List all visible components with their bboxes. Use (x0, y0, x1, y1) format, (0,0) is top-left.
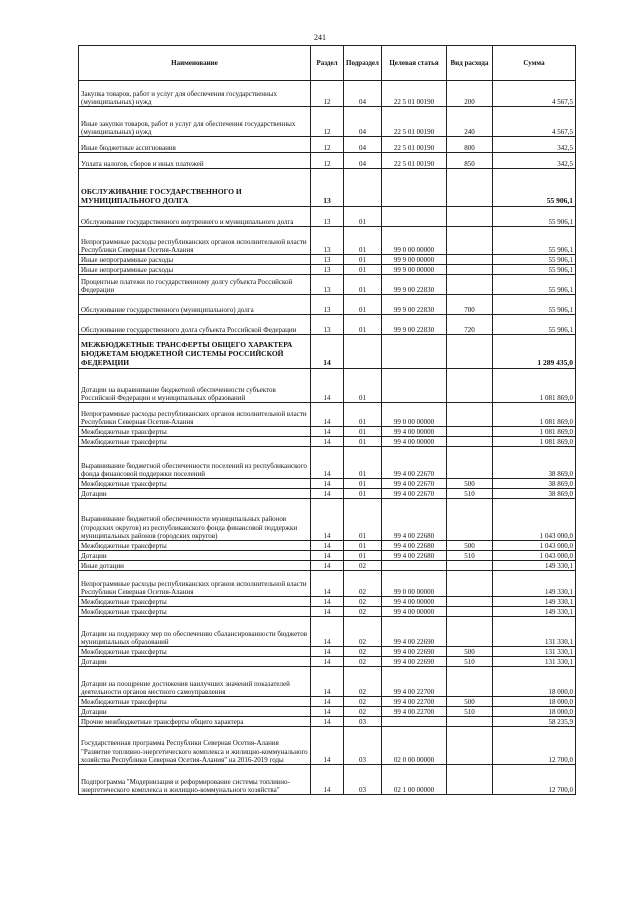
cell-vid (447, 499, 493, 541)
cell-summa: 58 235,9 (493, 717, 576, 727)
table-row (79, 81, 576, 107)
cell-podrazdel: 01 (344, 447, 382, 479)
header-summa: Сумма (493, 46, 576, 81)
cell-summa: 1 081 869,0 (493, 427, 576, 437)
cell-podrazdel: 02 (344, 657, 382, 667)
table-row (79, 561, 576, 571)
cell-summa: 55 906,1 (493, 295, 576, 315)
cell-vid (447, 765, 493, 795)
table-row (79, 617, 576, 647)
cell-name: Межбюджетные трансферты (79, 479, 311, 489)
cell-vid: 500 (447, 697, 493, 707)
cell-podrazdel: 04 (344, 137, 382, 153)
cell-statya: 99 4 00 00000 (382, 597, 447, 607)
cell-name: Межбюджетные трансферты (79, 597, 311, 607)
cell-name: Межбюджетные трансферты (79, 437, 311, 447)
cell-summa: 1 081 869,0 (493, 369, 576, 403)
cell-name: Иные закупки товаров, работ и услуг для обеспечения государственных (муниципальных) нужд (79, 107, 311, 137)
cell-name: Дотации (79, 551, 311, 561)
cell-vid: 510 (447, 707, 493, 717)
cell-razdel: 14 (311, 427, 344, 437)
cell-vid (447, 727, 493, 765)
cell-summa: 149 330,1 (493, 571, 576, 597)
cell-name: Дотации на поддержку мер по обеспечению сбалансированности бюджетов муниципальных образований (79, 617, 311, 647)
cell-podrazdel: 02 (344, 571, 382, 597)
cell-summa: 1 043 000,0 (493, 551, 576, 561)
cell-statya: 99 9 00 22830 (382, 295, 447, 315)
cell-statya: 99 4 00 22700 (382, 667, 447, 697)
cell-podrazdel: 02 (344, 617, 382, 647)
cell-vid: 720 (447, 315, 493, 335)
cell-podrazdel: 01 (344, 255, 382, 265)
cell-podrazdel: 02 (344, 561, 382, 571)
cell-name: Иные дотации (79, 561, 311, 571)
cell-statya: 99 4 00 22700 (382, 697, 447, 707)
cell-razdel: 14 (311, 571, 344, 597)
table-row (79, 541, 576, 551)
table-row (79, 137, 576, 153)
cell-statya: 99 4 00 22690 (382, 617, 447, 647)
cell-summa: 18 000,0 (493, 707, 576, 717)
cell-razdel: 12 (311, 137, 344, 153)
cell-podrazdel: 01 (344, 207, 382, 227)
cell-statya (382, 717, 447, 727)
cell-statya: 02 1 00 00000 (382, 765, 447, 795)
cell-razdel: 13 (311, 295, 344, 315)
cell-summa: 12 700,0 (493, 727, 576, 765)
cell-statya: 99 4 00 22670 (382, 489, 447, 499)
cell-vid: 500 (447, 541, 493, 551)
cell-summa: 1 081 869,0 (493, 437, 576, 447)
cell-vid (447, 561, 493, 571)
cell-podrazdel: 01 (344, 499, 382, 541)
cell-summa: 38 869,0 (493, 447, 576, 479)
cell-statya: 99 4 00 22700 (382, 707, 447, 717)
cell-vid (447, 403, 493, 427)
cell-vid: 200 (447, 81, 493, 107)
cell-statya: 22 5 01 00190 (382, 81, 447, 107)
table-row (79, 717, 576, 727)
table-row (79, 437, 576, 447)
table-row (79, 551, 576, 561)
table-row (79, 107, 576, 137)
cell-vid (447, 207, 493, 227)
cell-razdel: 13 (311, 255, 344, 265)
cell-vid (447, 427, 493, 437)
cell-razdel: 12 (311, 107, 344, 137)
cell-summa: 55 906,1 (493, 265, 576, 275)
cell-razdel: 14 (311, 551, 344, 561)
table-row (79, 479, 576, 489)
cell-podrazdel: 02 (344, 597, 382, 607)
cell-name: Дотации (79, 489, 311, 499)
table-row (79, 597, 576, 607)
cell-razdel: 14 (311, 617, 344, 647)
cell-summa: 342,5 (493, 153, 576, 169)
cell-podrazdel: 01 (344, 315, 382, 335)
cell-vid: 850 (447, 153, 493, 169)
cell-name: Межбюджетные трансферты (79, 647, 311, 657)
cell-podrazdel: 01 (344, 275, 382, 295)
cell-podrazdel: 04 (344, 107, 382, 137)
table-row (79, 707, 576, 717)
cell-vid (447, 607, 493, 617)
cell-podrazdel: 03 (344, 717, 382, 727)
cell-name: Дотации (79, 657, 311, 667)
cell-vid (447, 335, 493, 369)
cell-summa: 18 000,0 (493, 667, 576, 697)
cell-razdel: 13 (311, 315, 344, 335)
cell-summa: 1 043 000,0 (493, 499, 576, 541)
cell-razdel: 14 (311, 541, 344, 551)
cell-name: Прочие межбюджетные трансферты общего характера (79, 717, 311, 727)
header-name: Наименование (79, 46, 311, 81)
cell-razdel: 13 (311, 265, 344, 275)
table-row (79, 335, 576, 369)
cell-name: Дотации на поощрение достижения наилучших значений показателей деятельности органов местного самоуправления (79, 667, 311, 697)
table-row (79, 315, 576, 335)
cell-name: ОБСЛУЖИВАНИЕ ГОСУДАРСТВЕННОГО И МУНИЦИПАЛЬНОГО ДОЛГА (79, 169, 311, 207)
table-row (79, 207, 576, 227)
cell-podrazdel: 04 (344, 153, 382, 169)
table-row (79, 369, 576, 403)
header-razdel: Раздел (311, 46, 344, 81)
cell-statya: 99 4 00 22670 (382, 447, 447, 479)
cell-podrazdel: 01 (344, 369, 382, 403)
cell-vid: 510 (447, 551, 493, 561)
cell-vid: 240 (447, 107, 493, 137)
cell-razdel: 14 (311, 499, 344, 541)
cell-razdel: 14 (311, 447, 344, 479)
cell-statya: 22 5 01 00190 (382, 153, 447, 169)
cell-statya (382, 207, 447, 227)
cell-name: Подпрограмма "Модернизация и реформирование системы топливно-энергетического комплекса и жилищно-коммунального хозяйства" (79, 765, 311, 795)
cell-razdel: 14 (311, 597, 344, 607)
cell-vid: 700 (447, 295, 493, 315)
page-number: 241 (314, 33, 326, 42)
table-row (79, 657, 576, 667)
cell-razdel: 12 (311, 153, 344, 169)
cell-name: Процентные платежи по государственному долгу субъекта Российской Федерации (79, 275, 311, 295)
cell-razdel: 12 (311, 81, 344, 107)
cell-razdel: 13 (311, 275, 344, 295)
cell-vid (447, 275, 493, 295)
cell-name: Закупка товаров, работ и услуг для обеспечения государственных (муниципальных) нужд (79, 81, 311, 107)
cell-summa: 131 330,1 (493, 617, 576, 647)
cell-podrazdel: 01 (344, 437, 382, 447)
cell-statya: 02 0 00 00000 (382, 727, 447, 765)
cell-name: Уплата налогов, сборов и иных платежей (79, 153, 311, 169)
cell-razdel: 14 (311, 657, 344, 667)
header-vid: Вид расхода (447, 46, 493, 81)
cell-vid (447, 227, 493, 255)
cell-statya: 99 4 00 00000 (382, 437, 447, 447)
cell-vid (447, 447, 493, 479)
table-row (79, 607, 576, 617)
cell-podrazdel: 04 (344, 81, 382, 107)
cell-podrazdel: 01 (344, 541, 382, 551)
cell-razdel: 13 (311, 227, 344, 255)
table-row (79, 697, 576, 707)
cell-razdel: 14 (311, 727, 344, 765)
cell-podrazdel: 02 (344, 667, 382, 697)
cell-name: Межбюджетные трансферты (79, 697, 311, 707)
cell-statya: 99 4 00 22680 (382, 551, 447, 561)
cell-statya: 99 4 00 22680 (382, 499, 447, 541)
cell-podrazdel: 02 (344, 707, 382, 717)
cell-name: Государственная программа Республики Северная Осетия-Алания "Развитие топливно-энергетического комплекса и жилищно-коммунального хозяйства Республики Северная Осетия-Алания" на 2016-2019 годы (79, 727, 311, 765)
cell-vid (447, 571, 493, 597)
cell-name: Непрограммные расходы республиканских органов исполнительной власти Республики Северная Осетия-Алания (79, 571, 311, 597)
cell-vid (447, 597, 493, 607)
cell-summa: 55 906,1 (493, 207, 576, 227)
cell-vid (447, 265, 493, 275)
cell-vid (447, 617, 493, 647)
cell-summa: 131 330,1 (493, 657, 576, 667)
cell-summa: 55 906,1 (493, 169, 576, 207)
cell-summa: 55 906,1 (493, 275, 576, 295)
cell-podrazdel: 01 (344, 479, 382, 489)
cell-podrazdel: 03 (344, 727, 382, 765)
cell-summa: 1 043 000,0 (493, 541, 576, 551)
cell-name: Обслуживание государственного внутреннего и муниципального долга (79, 207, 311, 227)
cell-vid: 800 (447, 137, 493, 153)
cell-name: Обслуживание государственного долга субъекта Российской Федерации (79, 315, 311, 335)
cell-razdel: 13 (311, 169, 344, 207)
cell-podrazdel: 02 (344, 607, 382, 617)
cell-summa: 18 000,0 (493, 697, 576, 707)
cell-statya: 99 4 00 00000 (382, 427, 447, 437)
cell-summa: 149 330,1 (493, 597, 576, 607)
cell-name: Дотации (79, 707, 311, 717)
cell-podrazdel: 01 (344, 295, 382, 315)
cell-razdel: 14 (311, 479, 344, 489)
table-row (79, 571, 576, 597)
cell-statya: 99 4 00 22690 (382, 657, 447, 667)
cell-statya: 99 4 00 22690 (382, 647, 447, 657)
cell-podrazdel (344, 169, 382, 207)
table-header-row (79, 46, 576, 81)
table-row (79, 765, 576, 795)
cell-podrazdel: 01 (344, 265, 382, 275)
cell-vid (447, 369, 493, 403)
table-row (79, 667, 576, 697)
table-row (79, 275, 576, 295)
table-row (79, 647, 576, 657)
cell-vid (447, 717, 493, 727)
cell-name: Иные бюджетные ассигнования (79, 137, 311, 153)
cell-razdel: 14 (311, 697, 344, 707)
cell-summa: 55 906,1 (493, 315, 576, 335)
cell-razdel: 14 (311, 765, 344, 795)
cell-name: Выравнивание бюджетной обеспеченности муниципальных районов (городских округов) из республиканского фонда финансовой поддержки муниципальных районов (городских округов) (79, 499, 311, 541)
cell-name: Межбюджетные трансферты (79, 541, 311, 551)
cell-vid: 510 (447, 657, 493, 667)
header-statya: Целевая статья (382, 46, 447, 81)
cell-summa: 55 906,1 (493, 255, 576, 265)
cell-statya: 99 9 00 22830 (382, 275, 447, 295)
cell-statya: 99 9 00 00000 (382, 255, 447, 265)
cell-statya: 22 5 01 00190 (382, 107, 447, 137)
cell-vid: 500 (447, 479, 493, 489)
cell-podrazdel: 01 (344, 427, 382, 437)
cell-razdel: 14 (311, 647, 344, 657)
cell-razdel: 14 (311, 437, 344, 447)
cell-razdel: 14 (311, 369, 344, 403)
cell-statya (382, 561, 447, 571)
cell-statya: 99 9 00 22830 (382, 315, 447, 335)
cell-podrazdel: 02 (344, 647, 382, 657)
cell-razdel: 14 (311, 403, 344, 427)
cell-statya: 99 4 00 22670 (382, 479, 447, 489)
cell-statya (382, 369, 447, 403)
cell-summa: 38 869,0 (493, 479, 576, 489)
cell-razdel: 14 (311, 561, 344, 571)
cell-name: Межбюджетные трансферты (79, 607, 311, 617)
cell-summa: 4 567,5 (493, 107, 576, 137)
cell-summa: 149 330,1 (493, 607, 576, 617)
cell-summa: 1 081 869,0 (493, 403, 576, 427)
cell-podrazdel: 02 (344, 697, 382, 707)
cell-statya: 99 4 00 22680 (382, 541, 447, 551)
table-row (79, 265, 576, 275)
table-row (79, 169, 576, 207)
cell-razdel: 14 (311, 489, 344, 499)
table-row (79, 153, 576, 169)
cell-statya: 99 9 00 00000 (382, 265, 447, 275)
table-row (79, 447, 576, 479)
cell-podrazdel: 01 (344, 551, 382, 561)
cell-podrazdel: 01 (344, 403, 382, 427)
table-row (79, 489, 576, 499)
cell-summa: 4 567,5 (493, 81, 576, 107)
cell-summa: 131 330,1 (493, 647, 576, 657)
cell-statya: 22 5 01 00190 (382, 137, 447, 153)
cell-razdel: 14 (311, 335, 344, 369)
cell-razdel: 13 (311, 207, 344, 227)
table-row (79, 227, 576, 255)
cell-statya (382, 335, 447, 369)
cell-statya (382, 169, 447, 207)
table-row (79, 499, 576, 541)
cell-podrazdel (344, 335, 382, 369)
cell-name: МЕЖБЮДЖЕТНЫЕ ТРАНСФЕРТЫ ОБЩЕГО ХАРАКТЕРА БЮДЖЕТАМ БЮДЖЕТНОЙ СИСТЕМЫ РОССИЙСКОЙ ФЕДЕРАЦИИ (79, 335, 311, 369)
cell-name: Иные непрограммные расходы (79, 265, 311, 275)
cell-podrazdel: 01 (344, 227, 382, 255)
cell-summa: 1 289 435,0 (493, 335, 576, 369)
cell-name: Межбюджетные трансферты (79, 427, 311, 437)
cell-vid (447, 437, 493, 447)
cell-summa: 38 869,0 (493, 489, 576, 499)
cell-statya: 99 0 00 00000 (382, 227, 447, 255)
cell-vid (447, 255, 493, 265)
table-row (79, 727, 576, 765)
cell-vid (447, 169, 493, 207)
cell-summa: 12 700,0 (493, 765, 576, 795)
cell-podrazdel: 03 (344, 765, 382, 795)
cell-statya: 99 0 00 00000 (382, 403, 447, 427)
cell-razdel: 14 (311, 667, 344, 697)
cell-summa: 55 906,1 (493, 227, 576, 255)
cell-name: Непрограммные расходы республиканских органов исполнительной власти Республики Северная Осетия-Алания (79, 227, 311, 255)
cell-vid (447, 667, 493, 697)
cell-name: Дотации на выравнивание бюджетной обеспеченности субъектов Российской Федерации и муниципальных образований (79, 369, 311, 403)
cell-statya: 99 4 00 00000 (382, 607, 447, 617)
table-row (79, 295, 576, 315)
cell-vid: 510 (447, 489, 493, 499)
header-podrazdel: Подраздел (344, 46, 382, 81)
cell-summa: 149 330,1 (493, 561, 576, 571)
cell-vid: 500 (447, 647, 493, 657)
table-row (79, 427, 576, 437)
cell-podrazdel: 01 (344, 489, 382, 499)
budget-table (78, 45, 576, 795)
cell-razdel: 14 (311, 717, 344, 727)
table-row (79, 403, 576, 427)
cell-summa: 342,5 (493, 137, 576, 153)
cell-name: Выравнивание бюджетной обеспеченности поселений из республиканского фонда финансовой поддержки поселений (79, 447, 311, 479)
table-row (79, 255, 576, 265)
cell-name: Обслуживание государственного (муниципального) долга (79, 295, 311, 315)
cell-name: Непрограммные расходы республиканских органов исполнительной власти Республики Северная Осетия-Алания (79, 403, 311, 427)
cell-razdel: 14 (311, 607, 344, 617)
cell-name: Иные непрограммные расходы (79, 255, 311, 265)
cell-razdel: 14 (311, 707, 344, 717)
cell-statya: 99 0 00 00000 (382, 571, 447, 597)
